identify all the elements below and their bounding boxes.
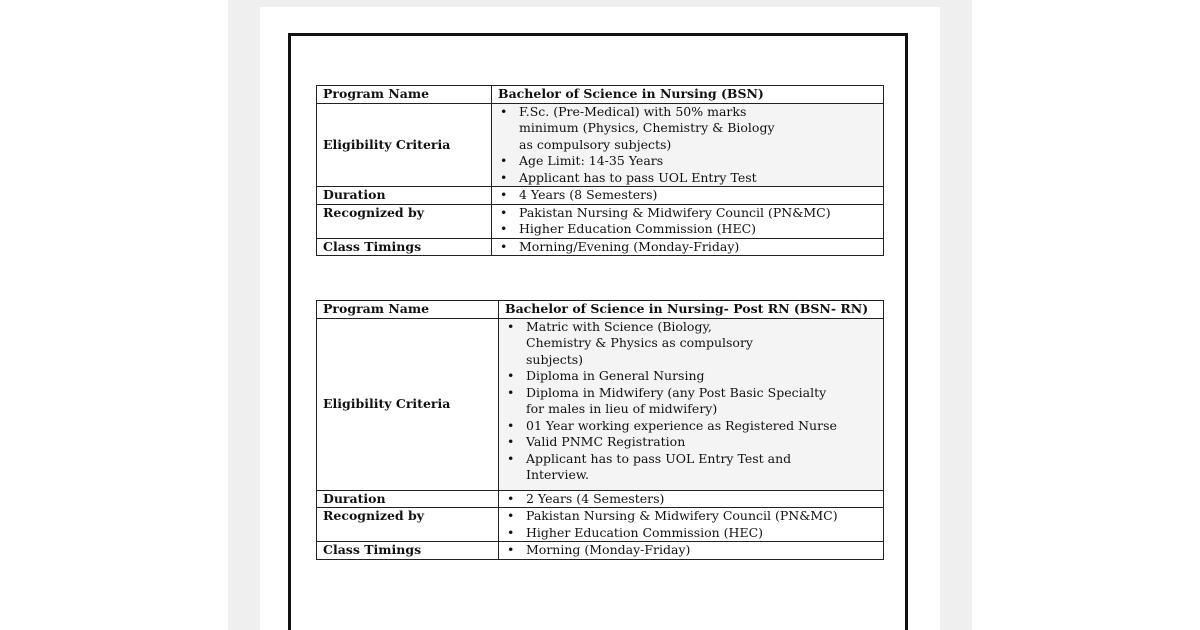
duration-label: Duration: [317, 490, 499, 508]
recognized-list: [498, 205, 877, 238]
list-item: • Morning (Monday-Friday): [505, 542, 877, 559]
list-item: • Diploma in Midwifery (any Post Basic Specialty for males in lieu of midwifery): [505, 385, 837, 418]
list-item: • Higher Education Commission (HEC): [505, 525, 877, 542]
program-name-value: Bachelor of Science in Nursing (BSN): [492, 86, 884, 104]
program-table-bsn-rn: [316, 300, 884, 560]
program-table-bsn: [316, 85, 884, 256]
duration-list: [505, 491, 877, 508]
program-name-value: Bachelor of Science in Nursing- Post RN (BSN- RN): [499, 301, 884, 319]
list-item: • Pakistan Nursing & Midwifery Council (PN&MC): [498, 205, 877, 222]
list-item: • 01 Year working experience as Registered Nurse: [505, 418, 837, 435]
eligibility-label: Eligibility Criteria: [317, 318, 499, 490]
list-item: • Diploma in General Nursing: [505, 368, 837, 385]
duration-label: Duration: [317, 187, 492, 205]
duration-list: [498, 187, 877, 204]
program-name-label: Program Name: [317, 86, 492, 104]
duration-cell: [492, 187, 884, 205]
timings-list: [505, 542, 877, 559]
timings-label: Class Timings: [317, 542, 499, 560]
recognized-label: Recognized by: [317, 204, 492, 238]
timings-cell: [499, 542, 884, 560]
list-item: • Age Limit: 14-35 Years: [498, 153, 787, 170]
table-row-eligibility: [317, 318, 884, 490]
eligibility-label: Eligibility Criteria: [317, 103, 492, 187]
table-row-duration: [317, 490, 884, 508]
timings-cell: [492, 238, 884, 256]
list-item: • F.Sc. (Pre-Medical) with 50% marks minimum (Physics, Chemistry & Biology as compulsory subjects): [498, 104, 787, 154]
list-item: • Morning/Evening (Monday-Friday): [498, 239, 877, 256]
table-row-program-name: [317, 301, 884, 319]
timings-label: Class Timings: [317, 238, 492, 256]
recognized-label: Recognized by: [317, 508, 499, 542]
list-item: • Applicant has to pass UOL Entry Test: [498, 170, 787, 187]
list-item: • Applicant has to pass UOL Entry Test and Interview.: [505, 451, 837, 484]
list-item: • Higher Education Commission (HEC): [498, 221, 877, 238]
recognized-list: [505, 508, 877, 541]
table-row-timings: [317, 238, 884, 256]
list-item: • Valid PNMC Registration: [505, 434, 837, 451]
table-row-recognized: [317, 204, 884, 238]
table-row-recognized: [317, 508, 884, 542]
timings-list: [498, 239, 877, 256]
table-row-eligibility: [317, 103, 884, 187]
program-name-label: Program Name: [317, 301, 499, 319]
table-row-timings: [317, 542, 884, 560]
eligibility-list: [498, 104, 877, 187]
list-item: • 4 Years (8 Semesters): [498, 187, 877, 204]
list-item: • Pakistan Nursing & Midwifery Council (PN&MC): [505, 508, 877, 525]
list-item: • 2 Years (4 Semesters): [505, 491, 877, 508]
recognized-cell: [499, 508, 884, 542]
recognized-cell: [492, 204, 884, 238]
eligibility-cell: [499, 318, 884, 490]
table-row-program-name: [317, 86, 884, 104]
eligibility-cell: [492, 103, 884, 187]
table-row-duration: [317, 187, 884, 205]
duration-cell: [499, 490, 884, 508]
eligibility-list: [505, 319, 877, 484]
list-item: • Matric with Science (Biology, Chemistry & Physics as compulsory subjects): [505, 319, 837, 369]
